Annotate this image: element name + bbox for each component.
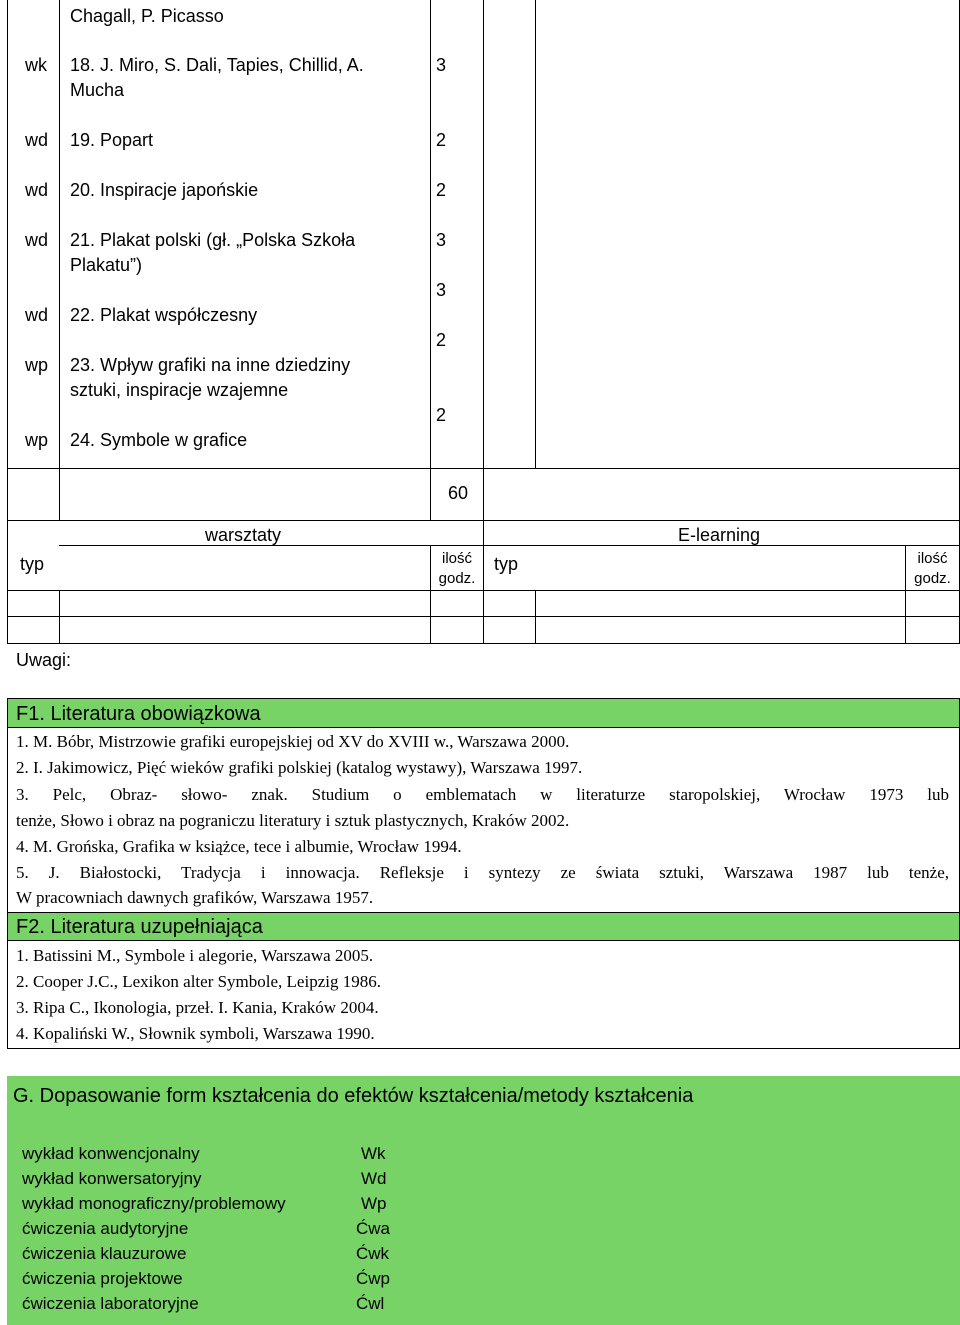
hours-cell: 2 [436,405,447,425]
literature-item: 5. J. Białostocki, Tradycja i innowacja. Refleksje i syntezy ze świata sztuki, Warszawa 1987 lub tenże, [16,863,949,882]
type-cell: wd [25,180,49,200]
form-code: Wk [361,1144,386,1163]
topic-text: 20. Inspiracje japońskie [70,180,259,200]
hours-cell: 3 [436,280,447,300]
hours-count-header-elearning: ilość godz. [914,550,951,587]
form-name: ćwiczenia laboratoryjne [22,1294,199,1313]
literature-item: tenże, Słowo i obraz na pograniczu literatury i sztuk plastycznych, Kraków 2002. [16,811,570,830]
topic-text: Chagall, P. Picasso [70,6,224,26]
hours-cell: 2 [436,330,447,350]
literature-item: 1. Batissini M., Symbole i alegorie, Warszawa 2005. [16,946,374,965]
hours-count-header: ilość godz. [438,550,476,587]
form-name: wykład konwersatoryjny [22,1169,202,1188]
form-code: Wp [361,1194,387,1213]
type-header-elearning: typ [494,554,519,574]
literature-item: 1. M. Bóbr, Mistrzowie grafiki europejskiej od XV do XVIII w., Warszawa 2000. [16,732,570,751]
form-name: wykład monograficzny/problemowy [22,1194,286,1213]
literature-item: 2. I. Jakimowicz, Pięć wieków grafiki polskiej (katalog wystawy), Warszawa 1997. [16,758,583,777]
form-name: wykład konwencjonalny [22,1144,200,1163]
literature-item: 3. Pelc, Obraz- słowo- znak. Studium o emblematach w literaturze staropolskiej, Wrocław 1973 lub [16,785,949,804]
type-cell: wp [25,430,49,450]
topic-text: 24. Symbole w grafice [70,430,248,450]
literature-item: 2. Cooper J.C., Lexikon alter Symbole, Leipzig 1986. [16,972,381,991]
hours-cell: 3 [436,230,447,250]
workshop-header: warsztaty [205,525,282,545]
remarks-label: Uwagi: [16,650,72,670]
topic-text: 22. Plakat współczesny [70,305,258,325]
literature-item: 3. Ripa C., Ikonologia, przeł. I. Kania, Kraków 2004. [16,998,379,1017]
type-cell: wd [25,130,49,150]
type-cell: wd [25,305,49,325]
literature-item: W pracowniach dawnych grafików, Warszawa 1957. [16,888,374,907]
topic-text: 23. Wpływ grafiki na inne dziedziny sztuki, inspiracje wzajemne [70,355,351,400]
form-code: Ćwk [356,1244,390,1263]
form-name: ćwiczenia projektowe [22,1269,183,1288]
type-header: typ [20,554,45,574]
form-code: Ćwp [356,1269,391,1288]
type-cell: wd [25,230,49,250]
form-code: Wd [361,1169,387,1188]
total-hours: 60 [448,483,469,503]
supplementary-literature-title: F2. Literatura uzupełniająca [16,916,263,938]
hours-cell: 3 [436,55,447,75]
form-code: Ćwl [356,1294,385,1313]
hours-cell: 2 [436,180,447,200]
topic-text: 21. Plakat polski (gł. „Polska Szkoła Plakatu”) [70,230,356,275]
form-code: Ćwa [356,1219,391,1238]
type-cell: wp [25,355,49,375]
required-literature-title: F1. Literatura obowiązkowa [16,703,261,725]
section-g-title: G. Dopasowanie form kształcenia do efektów kształcenia/metody kształcenia [13,1085,694,1107]
elearning-header: E-learning [678,525,761,545]
type-cell: wk [25,55,47,75]
form-name: ćwiczenia klauzurowe [22,1244,187,1263]
form-name: ćwiczenia audytoryjne [22,1219,189,1238]
topic-text: 18. J. Miro, S. Dali, Tapies, Chillid, A. Mucha [70,55,364,100]
topic-text: 19. Popart [70,130,154,150]
literature-item: 4. Kopaliński W., Słownik symboli, Warszawa 1990. [16,1024,375,1043]
hours-cell: 2 [436,130,447,150]
literature-item: 4. M. Grońska, Grafika w książce, tece i albumie, Wrocław 1994. [16,837,462,856]
